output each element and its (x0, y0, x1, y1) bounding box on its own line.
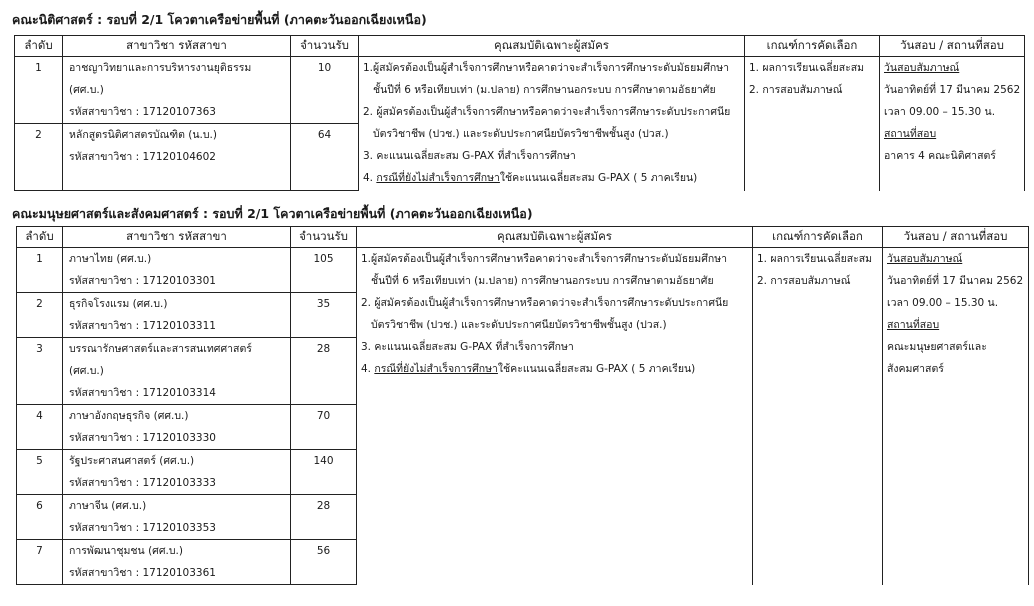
qualification-line: 3. คะแนนเฉลี่ยสะสม G-PAX ที่สำเร็จการศึกษา (361, 341, 574, 353)
program-quota: 10 (317, 62, 332, 74)
program-code: รหัสสาขาวิชา : 17120103301 (69, 275, 216, 287)
program-cell (63, 57, 291, 124)
qualification-4-condition: กรณีที่ยังไม่สำเร็จการศึกษา (376, 172, 500, 184)
program-quota: 35 (316, 298, 331, 310)
program-code: รหัสสาขาวิชา : 17120103311 (69, 320, 216, 332)
program-cell (63, 338, 291, 405)
col-header-order: ลำดับ (15, 36, 63, 57)
criteria-cell (753, 248, 883, 585)
criteria-item: 2. การสอบสัมภาษณ์ (749, 84, 843, 96)
criteria-item: 1. ผลการเรียนเฉลี่ยสะสม (757, 253, 873, 265)
section1-title: คณะนิติศาสตร์ : รอบที่ 2/1 โควตาเครือข่ายพื้นที่ (ภาคตะวันออกเฉียงเหนือ) (12, 12, 427, 27)
qualification-line-4 (359, 167, 744, 189)
program-order: 6 (36, 500, 43, 512)
program-order: 4 (36, 410, 43, 422)
program-cell (63, 293, 291, 338)
program-quota-cell (291, 57, 359, 124)
qualification-4-condition: กรณีที่ยังไม่สำเร็จการศึกษา (374, 363, 498, 375)
program-order-cell (15, 124, 63, 191)
program-quota: 64 (317, 129, 332, 141)
program-name: บรรณารักษศาสตร์และสารสนเทศศาสตร์ (69, 343, 252, 355)
program-quota: 28 (316, 500, 331, 512)
col-header-program: สาขาวิชา รหัสสาขา (63, 36, 291, 57)
exam-heading: วันสอบสัมภาษณ์ (884, 62, 960, 74)
col-header-qualifications: คุณสมบัติเฉพาะผู้สมัคร (357, 227, 753, 248)
exam-cell (880, 57, 1025, 191)
col-header-program: สาขาวิชา รหัสสาขา (63, 227, 291, 248)
qualification-line: 2. ผู้สมัครต้องเป็นผู้สำเร็จการศึกษาหรือคาดว่าจะสำเร็จการศึกษาระดับประกาศนีย (363, 106, 731, 118)
exam-date: วันอาทิตย์ที่ 17 มีนาคม 2562 (884, 84, 1021, 96)
program-code: รหัสสาขาวิชา : 17120103353 (69, 522, 216, 534)
criteria-item: 2. การสอบสัมภาษณ์ (757, 275, 851, 287)
blank-line (63, 168, 290, 190)
program-name-cont: (ศศ.บ.) (69, 84, 104, 96)
program-quota-cell (291, 124, 359, 191)
program-cell (63, 405, 291, 450)
program-order-cell (17, 450, 63, 495)
program-order-cell (17, 540, 63, 585)
table-row (17, 248, 1029, 293)
program-cell (63, 124, 291, 191)
col-header-criteria: เกณฑ์การคัดเลือก (753, 227, 883, 248)
program-name: อาชญาวิทยาและการบริหารงานยุติธรรม (69, 62, 252, 74)
program-code: รหัสสาขาวิชา : 17120103333 (69, 477, 216, 489)
table-header-row (15, 36, 1025, 57)
program-quota-cell (291, 248, 357, 293)
col-header-criteria: เกณฑ์การคัดเลือก (745, 36, 880, 57)
humanities-admission-table (16, 226, 1029, 585)
exam-time: เวลา 09.00 – 15.30 น. (884, 106, 996, 118)
col-header-quota: จำนวนรับ (291, 36, 359, 57)
program-cell (63, 248, 291, 293)
qualification-line: 1.ผู้สมัครต้องเป็นผู้สำเร็จการศึกษาหรือคาดว่าจะสำเร็จการศึกษาระดับมัธยมศึกษา (363, 62, 730, 74)
program-cell (63, 450, 291, 495)
exam-time: เวลา 09.00 – 15.30 น. (887, 297, 999, 309)
program-order: 5 (36, 455, 43, 467)
qualification-line: ชั้นปีที่ 6 หรือเทียบเท่า (ม.ปลาย) การศึกษานอกระบบ การศึกษาตามอัธยาศัย (373, 84, 716, 96)
venue-line: อาคาร 4 คณะนิติศาสตร์ (884, 150, 996, 162)
venue-line: คณะมนุษยศาสตร์และ (887, 341, 987, 353)
criteria-cell (745, 57, 880, 191)
program-quota-cell (291, 495, 357, 540)
program-order: 1 (36, 253, 43, 265)
program-order: 2 (35, 129, 42, 141)
qualification-4-detail: ใช้คะแนนเฉลี่ยสะสม G-PAX ( 5 ภาคเรียน) (499, 172, 698, 184)
program-name: ภาษาจีน (ศศ.บ.) (69, 500, 147, 512)
program-name: ธุรกิจโรงแรม (ศศ.บ.) (69, 298, 168, 310)
program-quota: 105 (313, 253, 334, 265)
table-row (15, 57, 1025, 124)
program-order: 2 (36, 298, 43, 310)
table-header-row (17, 227, 1029, 248)
qualification-line: 2. ผู้สมัครต้องเป็นผู้สำเร็จการศึกษาหรือคาดว่าจะสำเร็จการศึกษาระดับประกาศนีย (361, 297, 729, 309)
program-order: 7 (36, 545, 43, 557)
program-order-cell (17, 338, 63, 405)
col-header-exam: วันสอบ / สถานที่สอบ (883, 227, 1029, 248)
exam-heading: วันสอบสัมภาษณ์ (887, 253, 963, 265)
program-name-cont: (ศศ.บ.) (69, 365, 104, 377)
program-order: 1 (35, 62, 42, 74)
qualification-line: บัตรวิชาชีพ (ปวช.) และระดับประกาศนียบัตรวิชาชีพชั้นสูง (ปวส.) (371, 319, 667, 331)
program-order-cell (15, 57, 63, 124)
venue-line: สังคมศาสตร์ (887, 363, 944, 375)
law-admission-table (14, 35, 1025, 191)
qualification-line: บัตรวิชาชีพ (ปวช.) และระดับประกาศนียบัตรวิชาชีพชั้นสูง (ปวส.) (373, 128, 669, 140)
program-quota: 56 (316, 545, 331, 557)
col-header-order: ลำดับ (17, 227, 63, 248)
program-order-cell (17, 248, 63, 293)
col-header-exam: วันสอบ / สถานที่สอบ (880, 36, 1025, 57)
program-quota-cell (291, 405, 357, 450)
qualification-line-4 (357, 358, 752, 380)
qualification-line: 3. คะแนนเฉลี่ยสะสม G-PAX ที่สำเร็จการศึกษา (363, 150, 576, 162)
program-order: 3 (36, 343, 43, 355)
qualification-line: 1.ผู้สมัครต้องเป็นผู้สำเร็จการศึกษาหรือคาดว่าจะสำเร็จการศึกษาระดับมัธยมศึกษา (361, 253, 728, 265)
qualification-line: ชั้นปีที่ 6 หรือเทียบเท่า (ม.ปลาย) การศึกษานอกระบบ การศึกษาตามอัธยาศัย (371, 275, 714, 287)
program-order-cell (17, 293, 63, 338)
program-code: รหัสสาขาวิชา : 17120103361 (69, 567, 216, 579)
program-code: รหัสสาขาวิชา : 17120103330 (69, 432, 216, 444)
program-code: รหัสสาขาวิชา : 17120104602 (69, 151, 216, 163)
qualifications-cell (357, 248, 753, 585)
program-cell (63, 495, 291, 540)
venue-heading: สถานที่สอบ (884, 128, 937, 140)
program-name: การพัฒนาชุมชน (ศศ.บ.) (69, 545, 183, 557)
program-name: ภาษาอังกฤษธุรกิจ (ศศ.บ.) (69, 410, 189, 422)
program-name: หลักสูตรนิติศาสตรบัณฑิต (น.บ.) (69, 129, 217, 141)
section2-title: คณะมนุษยศาสตร์และสังคมศาสตร์ : รอบที่ 2/1 โควตาเครือข่ายพื้นที่ (ภาคตะวันออกเฉียงเหนือ) (12, 206, 533, 221)
col-header-qualifications: คุณสมบัติเฉพาะผู้สมัคร (359, 36, 745, 57)
program-cell (63, 540, 291, 585)
venue-heading: สถานที่สอบ (887, 319, 940, 331)
program-quota-cell (291, 450, 357, 495)
criteria-item: 1. ผลการเรียนเฉลี่ยสะสม (749, 62, 865, 74)
exam-date: วันอาทิตย์ที่ 17 มีนาคม 2562 (887, 275, 1024, 287)
program-quota: 70 (316, 410, 331, 422)
qualifications-cell (359, 57, 745, 191)
program-quota-cell (291, 338, 357, 405)
program-quota-cell (291, 540, 357, 585)
program-name: รัฐประศาสนศาสตร์ (ศศ.บ.) (69, 455, 195, 467)
program-code: รหัสสาขาวิชา : 17120103314 (69, 387, 216, 399)
program-quota-cell (291, 293, 357, 338)
qualification-4-detail: ใช้คะแนนเฉลี่ยสะสม G-PAX ( 5 ภาคเรียน) (497, 363, 696, 375)
exam-cell (883, 248, 1029, 585)
program-code: รหัสสาขาวิชา : 17120107363 (69, 106, 216, 118)
program-name: ภาษาไทย (ศศ.บ.) (69, 253, 152, 265)
col-header-quota: จำนวนรับ (291, 227, 357, 248)
program-quota: 28 (316, 343, 331, 355)
program-quota: 140 (313, 455, 334, 467)
qualification-4-number: 4. (361, 363, 375, 375)
program-order-cell (17, 495, 63, 540)
qualification-4-number: 4. (363, 172, 377, 184)
program-order-cell (17, 405, 63, 450)
